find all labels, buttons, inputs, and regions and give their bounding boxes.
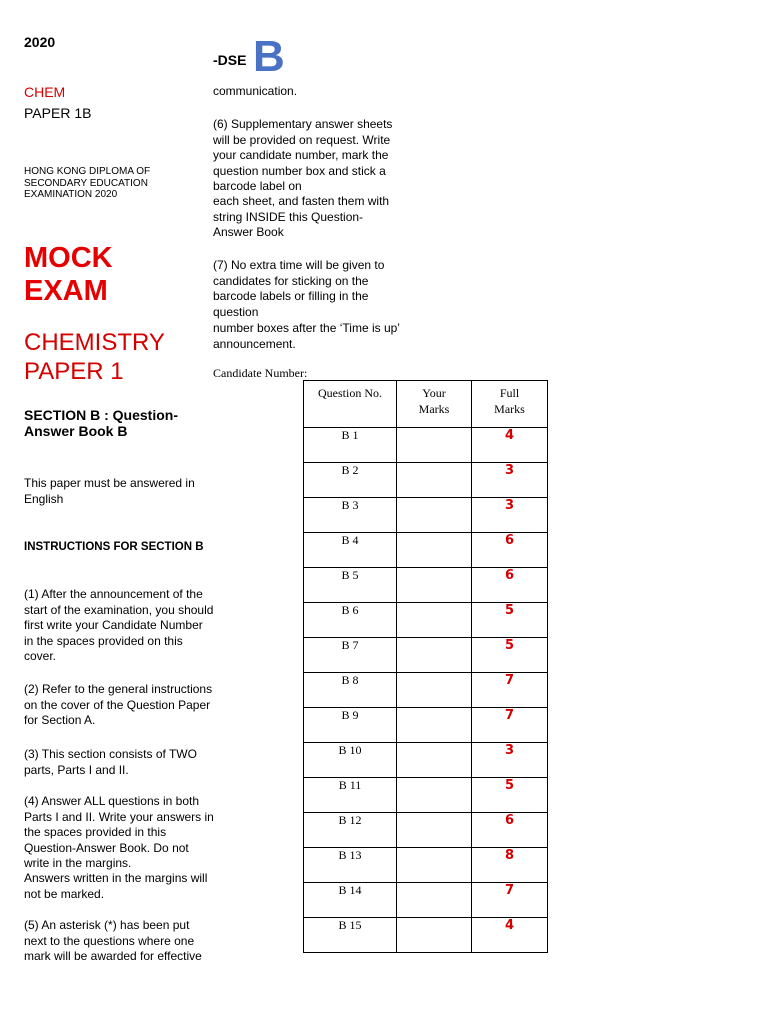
header-full-marks-label: Full Marks — [494, 386, 525, 416]
language-note: This paper must be answered in English — [24, 476, 195, 506]
question-number: B 12 — [304, 813, 397, 848]
full-marks: 7 — [472, 673, 548, 708]
table-row — [304, 498, 548, 533]
instruction-7-cont: number boxes after the ‘Time is up’ announcement. — [213, 321, 400, 351]
full-marks: 7 — [472, 883, 548, 918]
candidate-number-label: Candidate Number: — [213, 366, 308, 380]
instruction-6-cont: each sheet, and fasten them with string INSIDE this Question-Answer Book — [213, 194, 390, 239]
instruction-4: (4) Answer ALL questions in both Parts I and II. Write your answers in the spaces provided in this Question-Answer Book. Do not write in the margins. — [24, 794, 214, 870]
question-number: B 7 — [304, 638, 397, 673]
section-title: SECTION B : Question-Answer Book B — [24, 407, 178, 439]
your-marks-cell[interactable] — [397, 568, 472, 603]
your-marks-cell[interactable] — [397, 708, 472, 743]
your-marks-cell[interactable] — [397, 498, 472, 533]
your-marks-cell[interactable] — [397, 778, 472, 813]
full-marks: 4 — [472, 918, 548, 953]
full-marks: 8 — [472, 848, 548, 883]
your-marks-cell[interactable] — [397, 638, 472, 673]
marks-table — [303, 380, 548, 953]
question-number: B 11 — [304, 778, 397, 813]
instruction-5-continued: communication. — [213, 84, 298, 98]
table-row — [304, 638, 548, 673]
full-marks: 4 — [472, 428, 548, 463]
full-marks: 3 — [472, 743, 548, 778]
table-row — [304, 603, 548, 638]
your-marks-cell[interactable] — [397, 463, 472, 498]
dse-label: -DSE — [213, 52, 247, 68]
subject-title: CHEMISTRY PAPER 1 — [24, 329, 165, 385]
subject-code: CHEM — [24, 84, 66, 100]
full-marks: 7 — [472, 708, 548, 743]
table-header-row — [304, 381, 548, 428]
full-marks: 3 — [472, 498, 548, 533]
page-title: MOCK EXAM — [24, 242, 113, 307]
table-row — [304, 848, 548, 883]
instructions-heading: INSTRUCTIONS FOR SECTION B — [24, 541, 204, 553]
question-number: B 1 — [304, 428, 397, 463]
instruction-3: (3) This section consists of TWO parts, Parts I and II. — [24, 747, 197, 777]
instruction-2: (2) Refer to the general instructions on the cover of the Question Paper for Section A. — [24, 682, 213, 727]
your-marks-cell[interactable] — [397, 428, 472, 463]
instruction-1: (1) After the announcement of the start of the examination, you should first write your Candidate Number in the spaces provided on this cover. — [24, 587, 214, 663]
your-marks-cell[interactable] — [397, 848, 472, 883]
full-marks: 5 — [472, 603, 548, 638]
question-number: B 14 — [304, 883, 397, 918]
full-marks: 5 — [472, 778, 548, 813]
your-marks-cell[interactable] — [397, 533, 472, 568]
question-number: B 15 — [304, 918, 397, 953]
question-number: B 13 — [304, 848, 397, 883]
instruction-7: (7) No extra time will be given to candidates for sticking on the barcode labels or filling in the question — [213, 258, 385, 319]
question-number: B 5 — [304, 568, 397, 603]
paper-code: PAPER 1B — [24, 105, 92, 121]
question-number: B 9 — [304, 708, 397, 743]
table-row — [304, 883, 548, 918]
full-marks: 6 — [472, 813, 548, 848]
table-row — [304, 568, 548, 603]
header-your-marks — [397, 381, 472, 428]
full-marks: 5 — [472, 638, 548, 673]
your-marks-cell[interactable] — [397, 883, 472, 918]
table-row — [304, 813, 548, 848]
full-marks: 3 — [472, 463, 548, 498]
instruction-5: (5) An asterisk (*) has been put next to the questions where one mark will be awarded for effective — [24, 918, 202, 963]
question-number: B 2 — [304, 463, 397, 498]
question-number: B 10 — [304, 743, 397, 778]
table-row — [304, 463, 548, 498]
your-marks-cell[interactable] — [397, 743, 472, 778]
header-question-no: Question No. — [304, 381, 397, 428]
big-section-letter: B — [253, 32, 285, 81]
your-marks-cell[interactable] — [397, 603, 472, 638]
question-number: B 3 — [304, 498, 397, 533]
full-marks: 6 — [472, 568, 548, 603]
exam-body: HONG KONG DIPLOMA OF SECONDARY EDUCATION EXAMINATION 2020 — [24, 166, 151, 200]
table-row — [304, 533, 548, 568]
table-row — [304, 778, 548, 813]
table-row — [304, 708, 548, 743]
table-row — [304, 428, 548, 463]
header-full-marks — [472, 381, 548, 428]
instruction-6: (6) Supplementary answer sheets will be provided on request. Write your candidate number, mark the question number box and stick a barcode label on — [213, 117, 393, 193]
table-row — [304, 673, 548, 708]
question-number: B 4 — [304, 533, 397, 568]
your-marks-cell[interactable] — [397, 918, 472, 953]
full-marks: 6 — [472, 533, 548, 568]
year: 2020 — [24, 34, 56, 50]
question-number: B 6 — [304, 603, 397, 638]
header-your-marks-label: Your Marks — [418, 386, 450, 416]
your-marks-cell[interactable] — [397, 673, 472, 708]
question-number: B 8 — [304, 673, 397, 708]
table-row — [304, 743, 548, 778]
table-row — [304, 918, 548, 953]
your-marks-cell[interactable] — [397, 813, 472, 848]
instruction-4-note: Answers written in the margins will not be marked. — [24, 871, 208, 901]
